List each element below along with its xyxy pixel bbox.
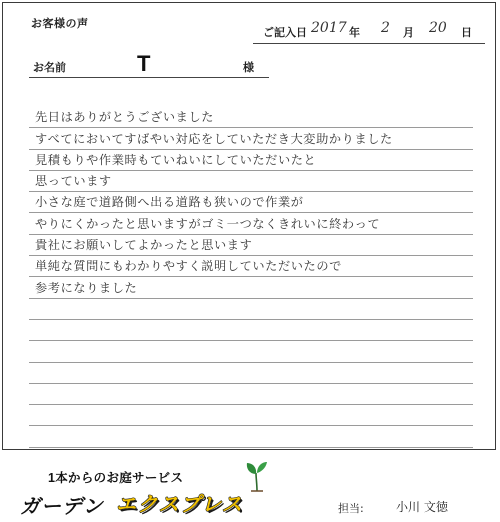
name-honorific: 様 <box>243 61 254 74</box>
comment-line <box>29 213 473 234</box>
comment-text: 見積もりや作業時もていねいにしていただいたと <box>35 152 317 167</box>
feedback-card <box>2 2 496 450</box>
date-label: ご記入日 <box>263 26 307 39</box>
comment-line <box>29 277 473 298</box>
comment-text: 単純な質問にもわかりやすく説明していただいたので <box>35 259 342 274</box>
comment-text: 先日はありがとうございました <box>35 110 215 125</box>
service-tagline: 1本からのお庭サービス <box>48 471 184 485</box>
comment-line <box>29 363 473 384</box>
staff-name: 小川 文徳 <box>396 500 448 514</box>
comment-line <box>29 341 473 362</box>
comment-text: 参考になりました <box>35 280 138 295</box>
name-label: お名前 <box>33 61 66 74</box>
date-month-unit: 月 <box>403 26 414 39</box>
comment-text: 思っています <box>35 174 112 189</box>
date-year: 2017 <box>311 20 347 36</box>
comment-line <box>29 426 473 447</box>
comment-line <box>29 107 473 128</box>
date-day: 20 <box>429 20 447 36</box>
name-field <box>29 53 269 78</box>
comment-text: 貴社にお願いしてよかったと思います <box>35 238 253 253</box>
form-title: お客様の声 <box>31 17 89 30</box>
date-month: 2 <box>381 20 390 36</box>
comment-line <box>29 128 473 149</box>
comment-line <box>29 320 473 341</box>
logo-garden: ガーデン <box>20 496 104 518</box>
comment-line <box>29 150 473 171</box>
comment-line <box>29 171 473 192</box>
name-value: T <box>137 51 151 76</box>
sprout-icon <box>244 460 270 492</box>
comment-lines <box>29 107 473 448</box>
comment-text: すべてにおいてすばやい対応をしていただき大変助かりました <box>35 131 393 146</box>
comment-line <box>29 405 473 426</box>
comment-text: やりにくかったと思いますがゴミ一つなくきれいに終わって <box>35 216 381 231</box>
date-year-unit: 年 <box>349 26 360 39</box>
footer <box>0 452 500 522</box>
comment-line <box>29 235 473 256</box>
comment-line <box>29 256 473 277</box>
staff-label: 担当: <box>338 502 364 515</box>
date-field <box>253 21 485 44</box>
form-header <box>3 3 495 43</box>
comment-line <box>29 384 473 405</box>
date-day-unit: 日 <box>461 26 472 39</box>
comment-line <box>29 192 473 213</box>
logo-express: エクスプレス <box>116 494 244 516</box>
comment-text: 小さな庭で道路側へ出る道路も狭いので作業が <box>35 195 304 210</box>
comment-line <box>29 299 473 320</box>
